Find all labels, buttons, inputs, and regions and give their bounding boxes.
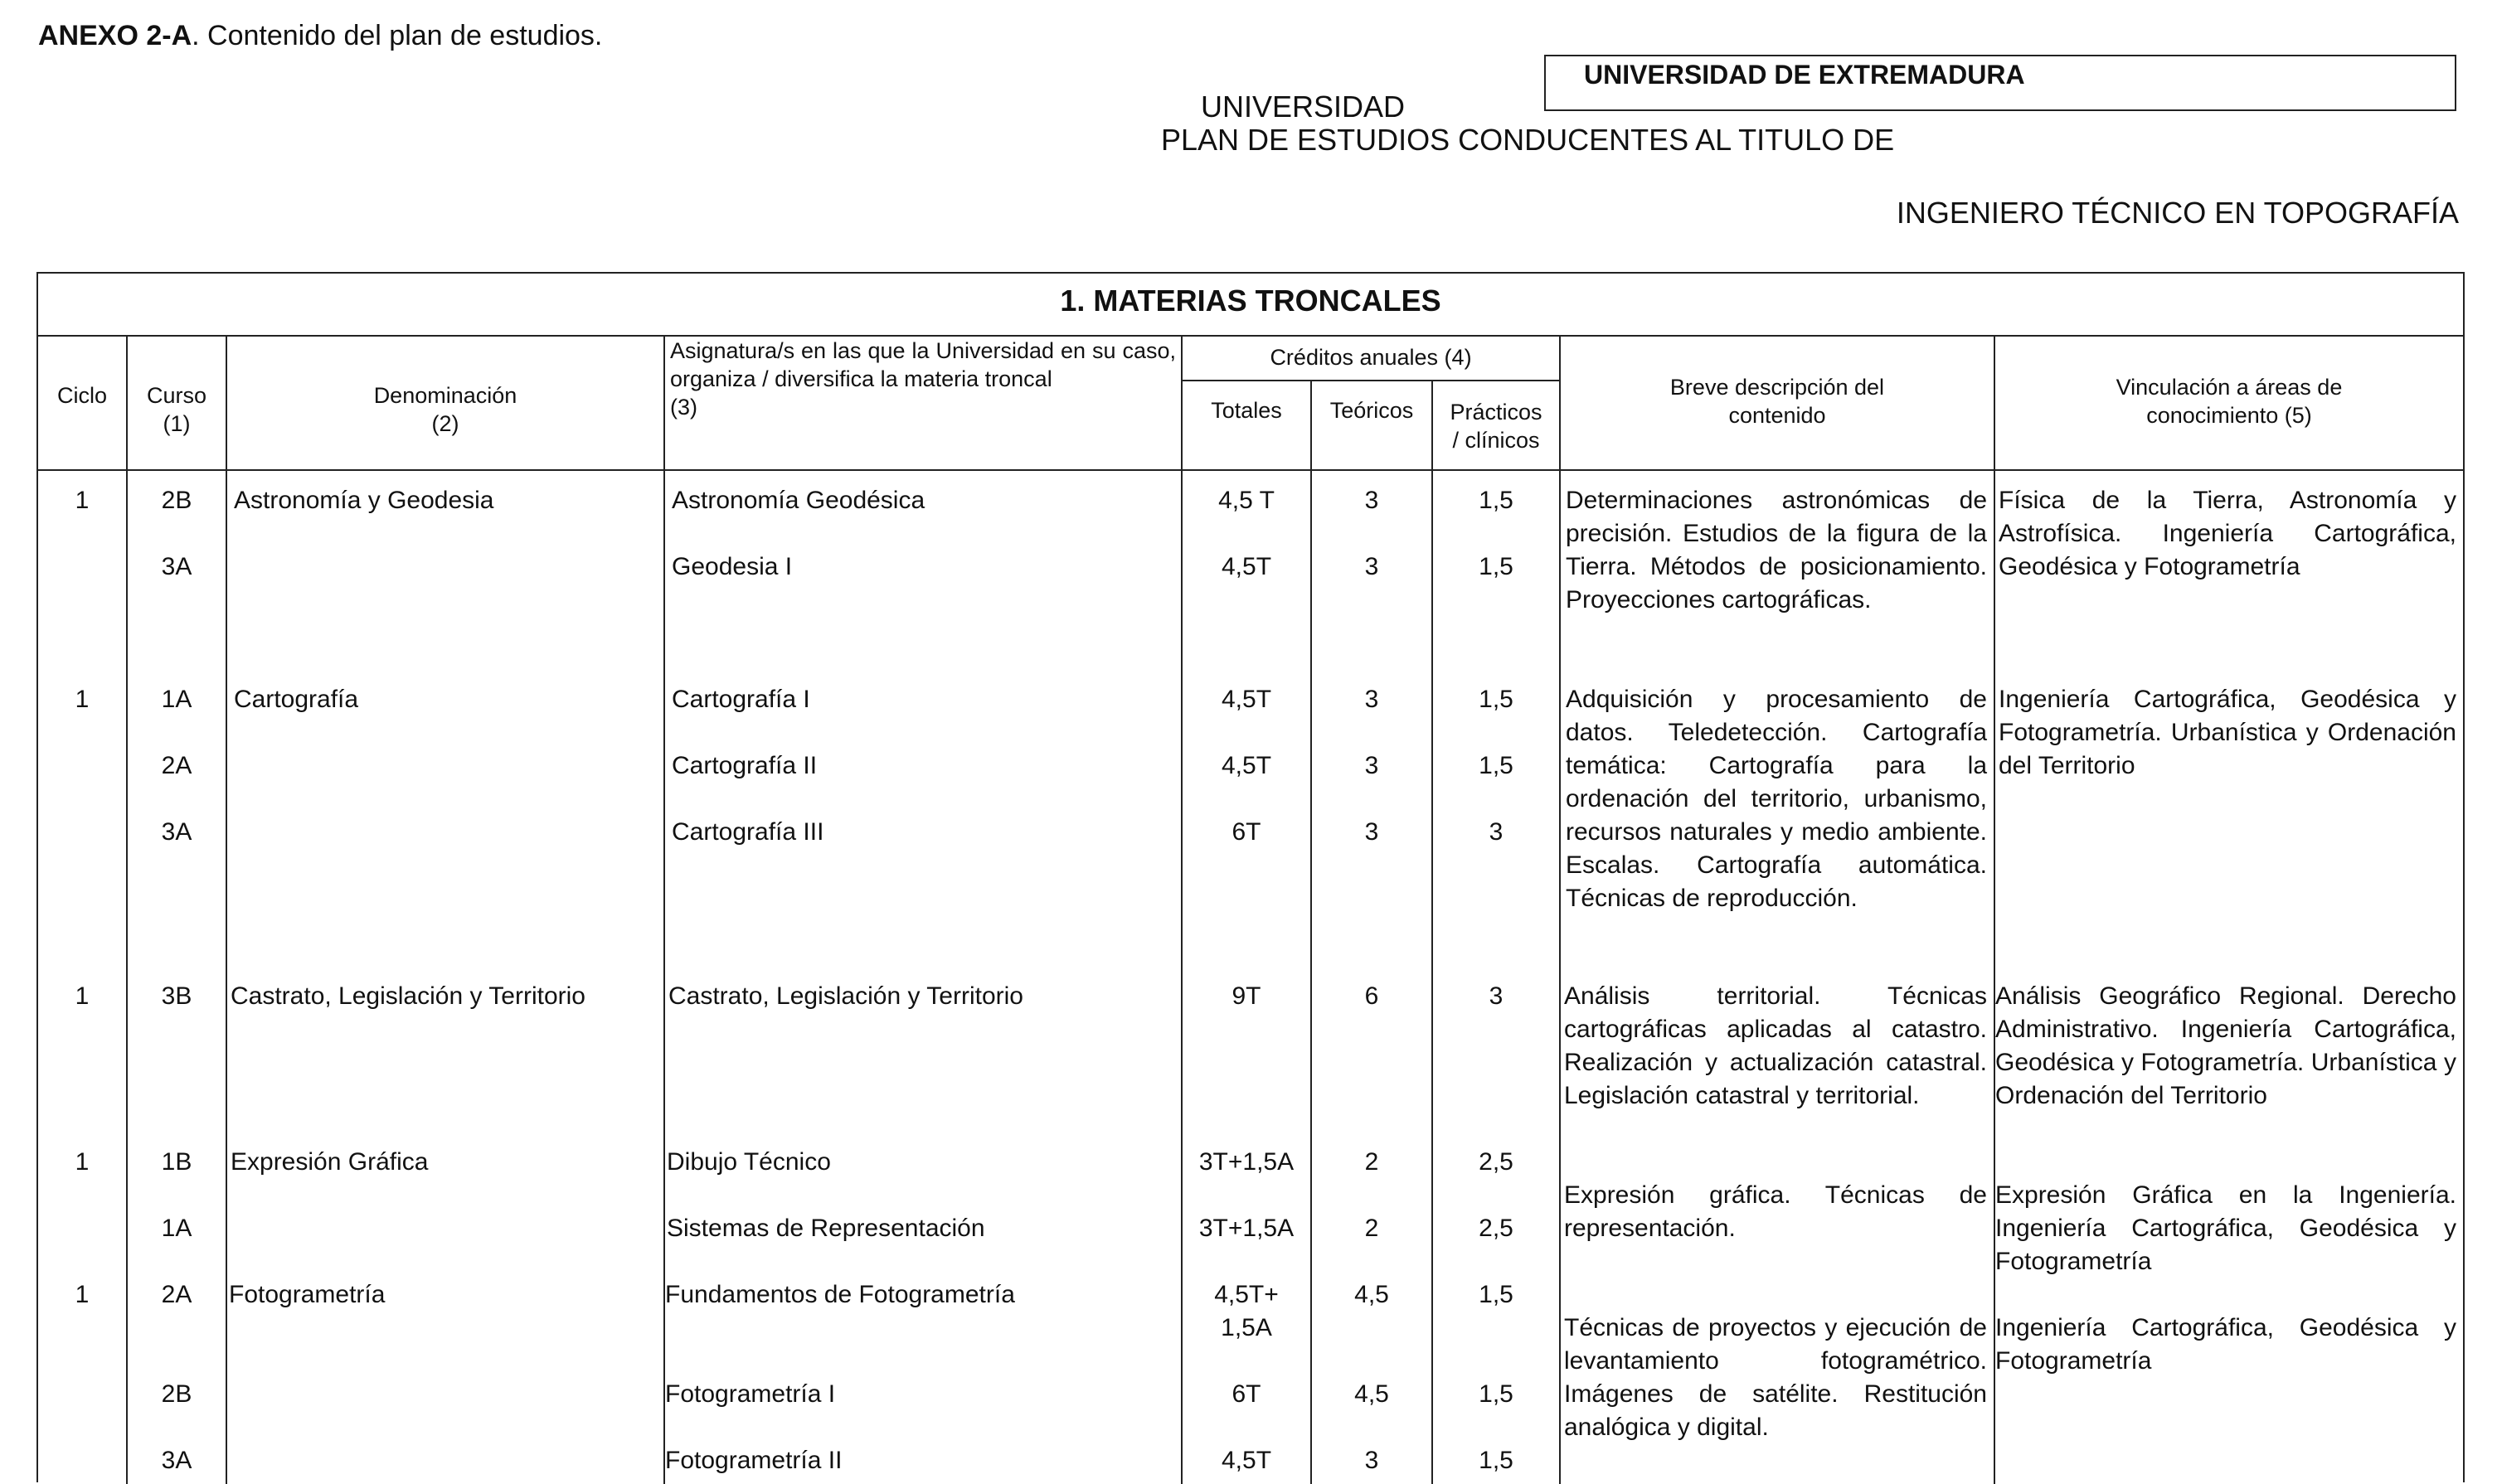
cell-teoricos: 3 [1364, 553, 1379, 580]
cell-curso: 3A [161, 818, 192, 846]
cell-practicos: 1,5 [1479, 1281, 1513, 1308]
cell-teoricos: 3 [1364, 818, 1379, 846]
table-row [38, 1146, 1559, 1179]
areas-catastro: Análisis Geográfico Regional. Derecho Administrativo. Ingeniería Cartográfica, Geodésica y Fotogrametría. Urbanística y Ordenación del Territorio [1995, 982, 2456, 1109]
header-asignatura: Asignatura/s en las que la Universidad en su caso, organiza / diversifica la materia troncal (3) [670, 338, 1176, 419]
header-vinculacion: Vinculación a áreas de conocimiento (5) [2116, 375, 2343, 428]
cell-practicos: 1,5 [1479, 1380, 1513, 1408]
cell-denominacion: Astronomía y Geodesia [234, 487, 494, 514]
areas-expresion: Expresión Gráfica en la Ingeniería. Ingeniería Cartográfica, Geodésica y Fotogrametría [1995, 1181, 2456, 1275]
cell-practicos: 1,5 [1479, 1447, 1513, 1474]
annex-text: . Contenido del plan de estudios. [192, 20, 603, 51]
cell-teoricos: 3 [1364, 752, 1379, 779]
cell-curso: 2B [161, 487, 192, 514]
cell-teoricos: 3 [1364, 686, 1379, 713]
cell-denominacion: Castrato, Legislación y Territorio [231, 982, 585, 1010]
cell-denominacion: Expresión Gráfica [231, 1148, 429, 1176]
cell-practicos: 1,5 [1479, 553, 1513, 580]
cell-practicos: 2,5 [1479, 1215, 1513, 1242]
cell-totales: 4,5T [1221, 1447, 1272, 1474]
table-row [38, 816, 1559, 849]
cell-practicos: 1,5 [1479, 686, 1513, 713]
cell-ciclo: 1 [75, 1148, 90, 1176]
description-cartografia: Adquisición y procesamiento de datos. Teledetección. Cartografía temática: Cartografía para la ordenación del territorio, urbanismo, recursos naturales y medio ambiente. Escalas. Cartografía automática. Técnicas de reproducción. [1566, 686, 1987, 912]
header-totales: Totales [1211, 398, 1282, 423]
cell-asignatura: Cartografía III [672, 818, 824, 846]
table-row [38, 683, 1559, 716]
cell-asignatura: Cartografía II [672, 752, 818, 779]
cell-teoricos: 4,5 [1354, 1380, 1389, 1408]
cell-totales: 4,5T [1221, 553, 1272, 580]
table-row [38, 749, 1559, 783]
cell-ciclo: 1 [75, 487, 90, 514]
description-expresion: Expresión gráfica. Técnicas de representación. [1564, 1181, 1987, 1242]
cell-curso: 1B [161, 1148, 192, 1176]
table-row [38, 484, 1559, 517]
table-row [38, 1212, 1559, 1245]
cell-teoricos: 3 [1364, 487, 1379, 514]
header-descripcion: Breve descripción del contenido [1669, 375, 1885, 428]
cell-totales: 3T+1,5A [1198, 1215, 1295, 1242]
cell-ciclo: 1 [75, 982, 90, 1010]
cell-curso: 1A [161, 1215, 192, 1242]
degree-title: INGENIERO TÉCNICO EN TOPOGRAFÍA [1896, 196, 2459, 230]
university-label: UNIVERSIDAD [1201, 90, 1406, 124]
areas-cartografia: Ingeniería Cartográfica, Geodésica y Fotogrametría. Urbanística y Ordenación del Territorio [1999, 686, 2456, 779]
cell-ciclo: 1 [75, 686, 90, 713]
cell-totales: 9T [1231, 982, 1261, 1010]
description-fotogrametria: Técnicas de proyectos y ejecución de levantamiento fotogramétrico. Imágenes de satélite. Restitución analógica y digital. [1564, 1314, 1987, 1441]
cell-denominacion: Fotogrametría [229, 1281, 386, 1308]
description-catastro: Análisis territorial. Técnicas cartográficas aplicadas al catastro. Realización y actualización catastral. Legislación catastral y territorial. [1564, 982, 1987, 1109]
cell-asignatura: Fundamentos de Fotogrametría [665, 1281, 1015, 1308]
header-ciclo: Ciclo [56, 383, 107, 408]
table-row [38, 1378, 1559, 1411]
cell-totales: 4,5T [1221, 686, 1272, 713]
plan-title: PLAN DE ESTUDIOS CONDUCENTES AL TITULO DE [1161, 123, 1895, 157]
cell-totales: 4,5 T [1218, 487, 1275, 514]
cell-asignatura: Castrato, Legislación y Territorio [668, 982, 1023, 1010]
cell-totales: 4,5T [1221, 752, 1272, 779]
cell-teoricos: 6 [1364, 982, 1379, 1010]
cell-curso: 1A [161, 686, 192, 713]
cell-asignatura: Fotogrametría II [665, 1447, 843, 1474]
description-astronomia: Determinaciones astronómicas de precisión. Estudios de la figura de la Tierra. Métodos de posicionamiento. Proyecciones cartográficas. [1566, 487, 1987, 613]
cell-asignatura: Fotogrametría I [665, 1380, 836, 1408]
header-curso: Curso (1) [146, 383, 207, 436]
header-denominacion: Denominación (2) [373, 383, 517, 436]
cell-curso: 2A [161, 1281, 192, 1308]
areas-fotogrametria: Ingeniería Cartográfica, Geodésica y Fotogrametría [1995, 1314, 2456, 1375]
cell-denominacion: Cartografía [234, 686, 359, 713]
cell-asignatura: Geodesia I [672, 553, 793, 580]
table-row [38, 1444, 1559, 1477]
cell-ciclo: 1 [75, 1281, 90, 1308]
cell-asignatura: Cartografía I [672, 686, 810, 713]
section-title: 1. MATERIAS TRONCALES [1060, 284, 1441, 318]
cell-curso: 3B [161, 982, 192, 1010]
university-box [1544, 55, 2456, 111]
cell-practicos: 3 [1489, 818, 1504, 846]
cell-practicos: 1,5 [1479, 752, 1513, 779]
cell-asignatura: Sistemas de Representación [667, 1215, 985, 1242]
cell-teoricos: 2 [1364, 1215, 1379, 1242]
cell-curso: 2A [161, 752, 192, 779]
cell-totales: 3T+1,5A [1198, 1148, 1295, 1176]
header-teoricos: Teóricos [1329, 398, 1414, 423]
cell-curso: 3A [161, 1447, 192, 1474]
cell-asignatura: Astronomía Geodésica [672, 487, 925, 514]
materias-troncales-table [36, 272, 2465, 1482]
cell-teoricos: 4,5 [1354, 1281, 1389, 1308]
table-row [38, 1278, 1559, 1345]
cell-practicos: 3 [1489, 982, 1504, 1010]
table-row [38, 980, 1559, 1013]
cell-asignatura: Dibujo Técnico [667, 1148, 831, 1176]
cell-totales: 6T [1231, 818, 1261, 846]
cell-curso: 3A [161, 553, 192, 580]
areas-astronomia: Física de la Tierra, Astronomía y Astrofísica. Ingeniería Cartográfica, Geodésica y Fotogrametría [1999, 487, 2456, 580]
cell-practicos: 2,5 [1479, 1148, 1513, 1176]
university-box-text: UNIVERSIDAD DE EXTREMADURA [1584, 60, 2025, 90]
header-practicos: Prácticos / clínicos [1450, 400, 1542, 453]
cell-practicos: 1,5 [1479, 487, 1513, 514]
cell-curso: 2B [161, 1380, 192, 1408]
annex-heading [38, 20, 602, 52]
header-creditos: Créditos anuales (4) [1270, 345, 1472, 370]
cell-totales: 6T [1231, 1380, 1261, 1408]
table-row [38, 550, 1559, 584]
cell-teoricos: 2 [1364, 1148, 1379, 1176]
cell-teoricos: 3 [1364, 1447, 1379, 1474]
annex-label: ANEXO 2-A [38, 20, 192, 51]
cell-totales: 4,5T+ 1,5A [1214, 1281, 1279, 1341]
